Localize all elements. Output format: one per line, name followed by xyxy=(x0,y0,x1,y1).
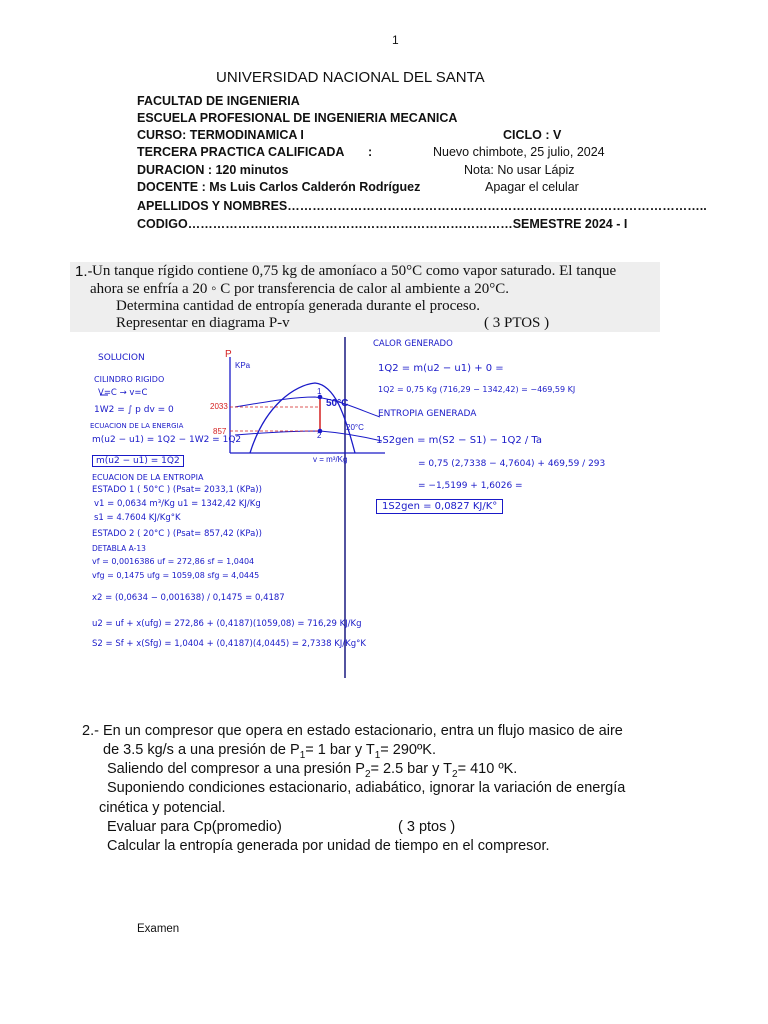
question-1-line2: ahora se enfría a 20 ◦ C por transferencia de calor al ambiente a 20°C. xyxy=(90,281,510,297)
cycle: CICLO : V xyxy=(503,128,562,142)
exam-title: TERCERA PRACTICA CALIFICADA xyxy=(137,145,345,159)
page-number: 1 xyxy=(392,33,399,47)
pv-p-unit: KPa xyxy=(235,361,251,370)
hw-left-13: vf = 0,0016386 uf = 272,86 sf = 1,0404 xyxy=(92,557,255,566)
pv-p-axis: P xyxy=(225,349,232,360)
question-1 xyxy=(70,262,660,332)
phone-note: Apagar el celular xyxy=(485,180,579,194)
pv-state2: 2 xyxy=(317,431,322,440)
hw-right-6: = −1,5199 + 1,6026 = xyxy=(418,481,523,491)
hw-left-16: u2 = uf + x(ufg) = 272,86 + (0,4187)(1059,08) = 716,29 KJ/Kg xyxy=(92,619,362,629)
hw-left-3: 1W2 = ∫ p dv = 0 xyxy=(94,405,174,415)
pv-p1: 2033 xyxy=(210,402,228,411)
question-2-line3: Saliendo del compresor a una presión $P_2= 2.5$ bar y $T_2= 410$ ºK. xyxy=(107,761,518,780)
hw-left-6: m(u2 − u1) = 1Q2 xyxy=(92,455,184,467)
hw-left-14: vfg = 0,1475 ufg = 1059,08 sfg = 4,0445 xyxy=(92,571,260,580)
hw-left-4: ECUACION DE LA ENERGIA xyxy=(90,422,184,430)
hw-left-11: ESTADO 2 ( 20°C ) (Psat= 857,42 (KPa)) xyxy=(92,529,262,539)
question-2-line4: Suponiendo condiciones estacionario, adiabático, ignorar la variación de energía xyxy=(107,780,626,796)
hw-left-5: m(u2 − u1) = 1Q2 − 1W2 = 1Q2 xyxy=(92,435,242,445)
teacher: DOCENTE : Ms Luis Carlos Calderón Rodríguez xyxy=(137,180,421,194)
footer-exam: Examen xyxy=(137,923,180,935)
hw-left-8: ESTADO 1 ( 50°C ) (Psat= 2033,1 (KPa)) xyxy=(92,485,262,495)
hw-left-17: S2 = Sf + x(Sfg) = 1,0404 + (0,4187)(4,0445) = 2,7338 KJ/Kg°K xyxy=(92,639,366,649)
hw-right-3: ENTROPIA GENERADA xyxy=(378,409,477,419)
pv-v-axis: v = m³/Kg xyxy=(313,455,348,464)
hw-left-12: DETABLA A-13 xyxy=(92,544,146,553)
hw-left-15: x2 = (0,0634 − 0,001638) / 0,1475 = 0,4187 xyxy=(92,593,285,603)
university-title: UNIVERSIDAD NACIONAL DEL SANTA xyxy=(216,69,485,86)
duration: DURACION : 120 minutos xyxy=(137,163,289,177)
hw-right-7: 1S2gen = 0,0827 KJ/K° xyxy=(376,499,503,514)
hw-left-9: v1 = 0,0634 m³/Kg u1 = 1342,42 KJ/Kg xyxy=(94,499,261,509)
course: CURSO: TERMODINAMICA I xyxy=(137,128,304,142)
question-1-line4: Representar en diagrama P-v xyxy=(116,315,290,331)
hw-left-10: s1 = 4.7604 KJ/Kg°K xyxy=(94,513,181,523)
pv-p2: 857 xyxy=(213,427,227,436)
hw-left-7: ECUACION DE LA ENTROPIA xyxy=(92,473,204,482)
question-2-line6: Evaluar para Cp(promedio) xyxy=(107,819,282,835)
hw-left-0: SOLUCION xyxy=(98,353,145,363)
hw-right-4: 1S2gen = m(S2 − S1) − 1Q2 / Ta xyxy=(376,435,542,446)
handwritten-solution xyxy=(80,335,680,680)
question-2-line7: Calcular la entropía generada por unidad de tiempo en el compresor. xyxy=(107,838,550,854)
hw-right-2: 1Q2 = 0,75 Kg (716,29 − 1342,42) = −469,59 KJ xyxy=(378,385,576,394)
hw-left-1: CILINDRO RIGIDO xyxy=(94,375,165,384)
hw-left-2: V=C → v=C xyxy=(98,388,148,398)
student-names-line: APELLIDOS Y NOMBRES……………………………………………………………………………………….. xyxy=(137,199,707,213)
exam-title-colon: : xyxy=(368,145,373,159)
school: ESCUELA PROFESIONAL DE INGENIERIA MECANICA xyxy=(137,111,458,125)
place-date: Nuevo chimbote, 25 julio, 2024 xyxy=(433,145,605,159)
question-2-line1: 2.- En un compresor que opera en estado estacionario, entra un flujo masico de aire xyxy=(82,723,623,739)
question-1-line3: Determina cantidad de entropía generada durante el proceso. xyxy=(116,298,480,314)
faculty: FACULTAD DE INGENIERIA xyxy=(137,94,300,108)
question-2-points: ( 3 ptos ) xyxy=(398,819,456,835)
pv-t1: 50°C xyxy=(326,398,349,409)
hw-right-0: CALOR GENERADO xyxy=(373,339,453,349)
question-1-line1: Un tanque rígido contiene 0,75 kg de amoníaco a 50°C como vapor saturado. El tanque xyxy=(92,263,617,279)
code-semester-line: CODIGO……………………………………………………………………SEMESTRE 2024 - I xyxy=(137,217,628,231)
question-2-line2: de 3.5 kg/s a una presión de $P_1= 1$ bar y $T_1=$ 290ºK. xyxy=(103,742,436,761)
note: Nota: No usar Lápiz xyxy=(464,163,575,177)
pv-state1: 1 xyxy=(317,387,322,396)
question-1-number: 1.- xyxy=(75,263,93,280)
question-2-line5: cinética y potencial. xyxy=(99,800,226,816)
hw-right-1: 1Q2 = m(u2 − u1) + 0 = xyxy=(378,363,504,374)
question-1-points: ( 3 PTOS ) xyxy=(484,315,550,331)
pv-t2: 20°C xyxy=(346,423,364,432)
hw-right-5: = 0,75 (2,7338 − 4,7604) + 469,59 / 293 xyxy=(418,459,606,469)
